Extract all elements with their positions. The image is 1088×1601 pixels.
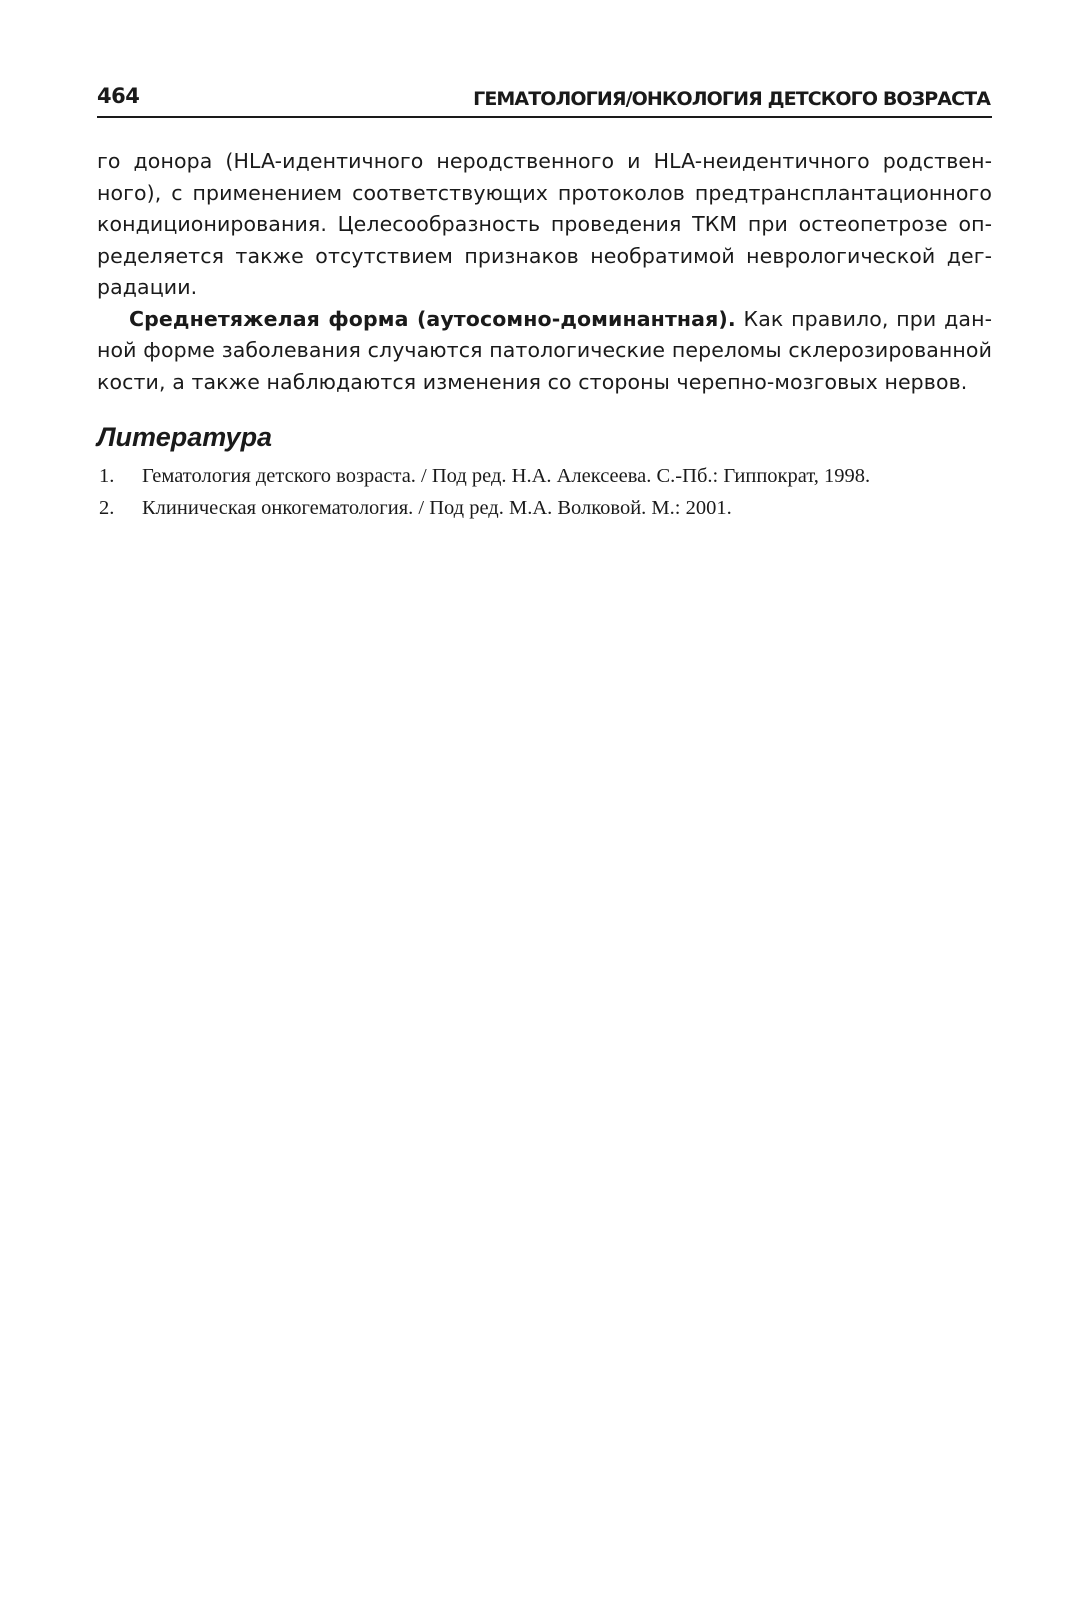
reference-item — [97, 492, 992, 524]
reference-number: 2. — [99, 497, 115, 519]
reference-item — [97, 460, 992, 492]
paragraph-text: Как правило, при данной форме заболевания случаются патологические переломы склерозированной кости, а также наблюдаются изменения со стороны черепно-мозговых нервов. — [97, 306, 992, 394]
book-page — [97, 78, 992, 524]
running-header — [97, 78, 992, 118]
page-number: 464 — [97, 84, 140, 108]
running-title: ГЕМАТОЛОГИЯ/ОНКОЛОГИЯ ДЕТСКОГО ВОЗРАСТА — [473, 88, 990, 110]
paragraph: го донора (HLA-идентичного неродственного и HLA-неидентичного родственного), с применением соответствующих протоколов предтрансплантационного кондиционирования. Целесообразность проведения ТКМ при остеопетрозе определяется также отсутствием признаков необратимой неврологической деградации. — [97, 149, 992, 299]
section-heading: Литература — [97, 422, 273, 452]
reference-number: 1. — [99, 465, 115, 487]
reference-text: Гематология детского возраста. / Под ред. Н.А. Алексеева. С.-Пб.: Гиппократ, 1998. — [142, 465, 871, 487]
body-text — [97, 146, 992, 398]
reference-list — [97, 460, 992, 524]
reference-text: Клиническая онкогематология. / Под ред. М.А. Волковой. М.: 2001. — [142, 497, 732, 519]
run-in-heading: Среднетяжелая форма (аутосомно-доминантная). — [129, 306, 736, 331]
paragraph — [97, 304, 992, 399]
